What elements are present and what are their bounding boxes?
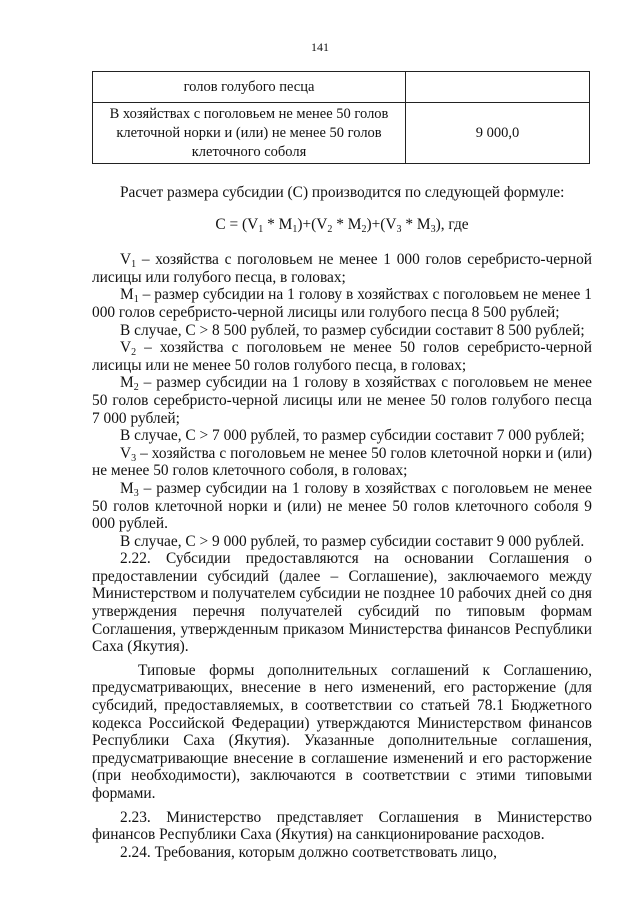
condition-3: В случае, С > 9 000 рублей, то размер субсидии составит 9 000 рублей. [120,532,585,550]
definition-m1: $M_1$ – размер субсидии на 1 голову в хозяйствах с поголовьем не менее 1 000 голов серебристо-черной лисицы или голубого песца 8 500 рублей; [92,286,592,321]
formula-intro: Расчет размера субсидии (С) производится по следующей формуле: [120,184,565,201]
table-row [93,72,590,103]
definition-v3: $V_3$ – хозяйства с поголовьем не менее 50 голов клеточной норки и (или) не менее 50 голов клеточного соболя, в головах; [92,444,592,480]
table-cell-label: голов голубого песца [93,72,406,103]
page-number: 141 [311,40,329,54]
condition-1: В случае, С > 8 500 рублей, то размер субсидии составит 8 500 рублей; [120,321,585,339]
paragraph-2-24: 2.24. Требования, которым должно соответствовать лицо, [120,843,497,861]
paragraph-2-23: 2.23. Министерство представляет Соглашения в Министерство финансов Республики Саха (Якутия) на санкционирование расходов. [92,808,592,844]
definition-v2: $V_2$ – хозяйства с поголовьем не менее 50 голов серебристо-черной лисицы или не менее 50 голов голубого песца, в головах; [92,339,592,374]
document-body [92,180,592,861]
definition-m3: $M_3$ – размер субсидии на 1 голову в хозяйствах с поголовьем не менее 50 голов клеточной норки и (или) не менее 50 голов клеточного соболя 9 000 рублей. [92,479,592,533]
table-cell-value: 9 000,0 [406,103,590,164]
table-row [93,103,590,164]
definition-v1: $V_1$ – хозяйства с поголовьем не менее 1 000 голов серебристо-черной лисицы или голубого песца, в головах; [92,251,592,286]
paragraph-typical-forms: Типовые формы дополнительных соглашений к Соглашению, предусматривающих, внесение в него изменений, его расторжение (для субсидий, предоставляемых, в соответствии со статьей 78.1 Бюджетного кодекса Российской Федерации) утверждаются Министерством финансов Республики Саха (Якутия). Указанные дополнительные соглашения, предусматривающие внесение в соглашение изменений и его расторжение (при необходимости), заключаются в соответствии с этими типовыми формами. [92,661,592,802]
condition-2: В случае, С > 7 000 рублей, то размер субсидии составит 7 000 рублей; [120,427,585,445]
table-cell-label: В хозяйствах с поголовьем не менее 50 голов клеточной норки и (или) не менее 50 голов клеточного соболя [93,103,406,164]
paragraph-2-22: 2.22. Субсидии предоставляются на основании Соглашения о предоставлении субсидий (далее – Соглашение), заключаемого между Министерством и получателем субсидии не позднее 10 рабочих дней со дня утверждения перечня получателей субсидий по типовым формам Соглашения, утвержденным приказом Министерства финансов Республики Саха (Якутия). [92,550,592,656]
subsidy-table [92,71,590,164]
definition-m2: $M_2$ – размер субсидии на 1 голову в хозяйствах с поголовьем не менее 50 голов серебристо-черной лисицы или не менее 50 голов голубого песца 7 000 рублей; [92,374,592,427]
table-cell-value [406,72,590,103]
formula: $С = (V_1 * M_1)+(V_2 * M_2)+(V_3 * M_3)$, где [215,215,469,235]
